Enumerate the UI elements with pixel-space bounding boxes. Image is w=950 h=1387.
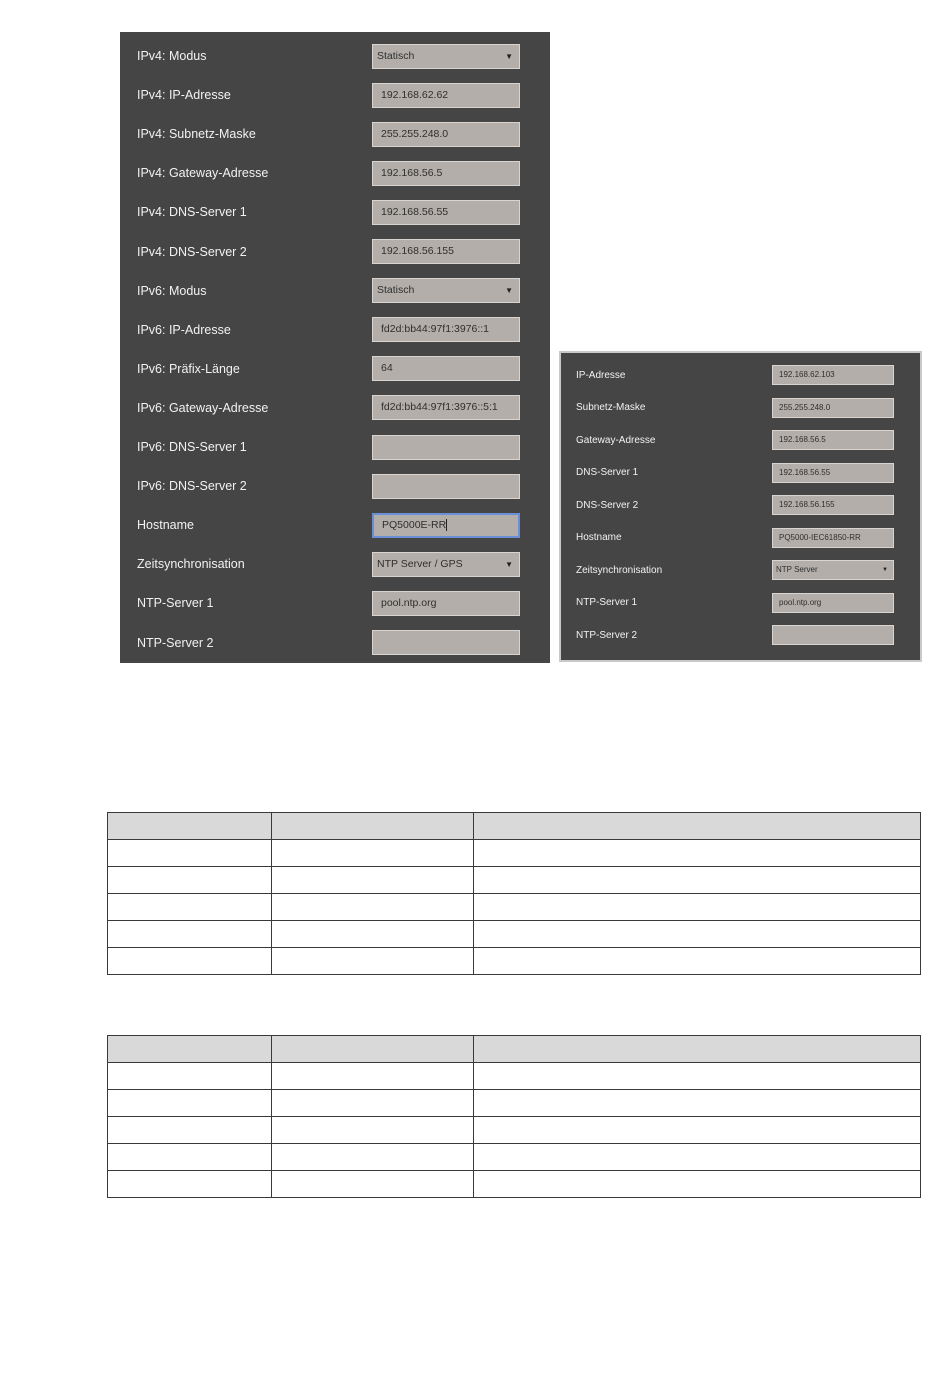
- table-row: [108, 1063, 921, 1090]
- ipv4-modus-select[interactable]: [372, 44, 520, 69]
- table-row: [108, 1144, 921, 1171]
- dns-server-1-input[interactable]: [772, 463, 894, 483]
- table-cell: [474, 921, 921, 948]
- ipv6-ip-adresse-value: fd2d:bb44:97f1:3976::1: [381, 323, 490, 336]
- zeitsynchronisation-select[interactable]: [772, 560, 894, 580]
- ipv6-dns-server-2-input[interactable]: [372, 474, 520, 499]
- ipv4-modus-label: IPv4: Modus: [137, 49, 207, 63]
- table-header-cell: [108, 1036, 272, 1063]
- ipv4-dns-server-1-value: 192.168.56.55: [381, 205, 449, 218]
- subnetz-maske-input[interactable]: [772, 398, 894, 418]
- ntp-server-1-label: NTP-Server 1: [576, 597, 638, 608]
- table-header-row: [108, 1036, 921, 1063]
- hostname-label: Hostname: [576, 532, 622, 543]
- ip-adresse-input[interactable]: [772, 365, 894, 385]
- ntp-server-1-value: pool.ntp.org: [779, 597, 822, 607]
- ntp-server-1-input[interactable]: [772, 593, 894, 613]
- table-header-cell: [474, 813, 921, 840]
- text-cursor: [446, 519, 447, 531]
- ipv4-ip-adresse-label: IPv4: IP-Adresse: [137, 88, 231, 103]
- table-cell: [108, 894, 272, 921]
- table-cell: [474, 840, 921, 867]
- chevron-down-icon[interactable]: ▼: [505, 559, 513, 569]
- ipv6-modus-select[interactable]: [372, 278, 520, 303]
- table-cell: [108, 1063, 272, 1090]
- table-cell: [108, 948, 272, 975]
- ip-adresse-value: 192.168.62.103: [779, 370, 835, 379]
- table-cell: [272, 921, 474, 948]
- table-row: [108, 894, 921, 921]
- table-cell: [272, 867, 474, 894]
- hostname-input[interactable]: [772, 528, 894, 548]
- table-cell: [108, 1144, 272, 1171]
- table-cell: [474, 867, 921, 894]
- ipv4-dns-server-1-label: IPv4: DNS-Server 1: [137, 205, 247, 220]
- ipv4-dns-server-1-input[interactable]: [372, 200, 520, 225]
- hostname-input[interactable]: [372, 513, 520, 538]
- table-cell: [108, 1171, 272, 1198]
- table-row: [108, 1117, 921, 1144]
- table-row: [108, 1171, 921, 1198]
- table-cell: [474, 948, 921, 975]
- table-cell: [108, 867, 272, 894]
- ipv6-gateway-adresse-label: IPv6: Gateway-Adresse: [137, 400, 269, 415]
- dns-server-1-value: 192.168.56.55: [779, 467, 831, 477]
- subnetz-maske-label: Subnetz-Maske: [576, 402, 646, 413]
- ip-adresse-label: IP-Adresse: [576, 369, 626, 381]
- ipv4-gateway-adresse-input[interactable]: [372, 161, 520, 186]
- dns-server-2-input[interactable]: [772, 495, 894, 515]
- ipv4-gateway-adresse-value: 192.168.56.5: [381, 166, 443, 179]
- table-cell: [474, 1171, 921, 1198]
- ipv4-subnetz-maske-input[interactable]: [372, 122, 520, 147]
- table-cell: [474, 1117, 921, 1144]
- zeitsynchronisation-value: NTP Server: [776, 565, 818, 574]
- chevron-down-icon[interactable]: ▼: [505, 51, 513, 61]
- ntp-server-1-input[interactable]: [372, 591, 520, 616]
- dns-server-1-label: DNS-Server 1: [576, 467, 639, 478]
- hostname-value: PQ5000E-RR: [382, 518, 447, 531]
- empty-table-2: [107, 1035, 921, 1198]
- table-row: [108, 867, 921, 894]
- zeitsynchronisation-label: Zeitsynchronisation: [576, 564, 663, 576]
- ipv4-subnetz-maske-value: 255.255.248.0: [381, 127, 449, 140]
- ipv4-subnetz-maske-label: IPv4: Subnetz-Maske: [137, 127, 256, 142]
- table-cell: [474, 1063, 921, 1090]
- subnetz-maske-value: 255.255.248.0: [779, 402, 831, 412]
- table-cell: [108, 1117, 272, 1144]
- ipv4-ip-adresse-input[interactable]: [372, 83, 520, 108]
- ipv6-praefix-laenge-input[interactable]: [372, 356, 520, 381]
- hostname-value: PQ5000-IEC61850-RR: [779, 532, 861, 542]
- ipv4-gateway-adresse-label: IPv4: Gateway-Adresse: [137, 166, 269, 181]
- table-header-cell: [272, 1036, 474, 1063]
- table-cell: [474, 1090, 921, 1117]
- zeitsynchronisation-value: NTP Server / GPS: [377, 557, 463, 570]
- table-cell: [272, 1171, 474, 1198]
- table-cell: [272, 1090, 474, 1117]
- chevron-down-icon[interactable]: ▼: [505, 286, 513, 296]
- ipv4-dns-server-2-value: 192.168.56.155: [381, 245, 454, 257]
- table-cell: [272, 1144, 474, 1171]
- table-header-row: [108, 813, 921, 840]
- table-cell: [474, 1144, 921, 1171]
- table-cell: [108, 1090, 272, 1117]
- table-cell: [108, 921, 272, 948]
- table-row: [108, 1090, 921, 1117]
- network-settings-panel-iec61850: [559, 351, 922, 662]
- ipv6-modus-value: Statisch: [377, 284, 415, 297]
- table-row: [108, 840, 921, 867]
- chevron-down-icon[interactable]: ▼: [882, 567, 888, 573]
- ipv6-praefix-laenge-label: IPv6: Präfix-Länge: [137, 361, 240, 376]
- ipv6-dns-server-2-label: IPv6: DNS-Server 2: [137, 479, 247, 494]
- ntp-server-1-value: pool.ntp.org: [381, 596, 437, 609]
- table-row: [108, 948, 921, 975]
- table-row: [108, 921, 921, 948]
- gateway-adresse-input[interactable]: [772, 430, 894, 450]
- empty-table-1: [107, 812, 921, 975]
- ipv4-dns-server-2-label: IPv4: DNS-Server 2: [137, 244, 247, 259]
- ipv6-ip-adresse-input[interactable]: [372, 317, 520, 342]
- table-header-cell: [272, 813, 474, 840]
- table-cell: [272, 894, 474, 921]
- gateway-adresse-label: Gateway-Adresse: [576, 434, 656, 446]
- dns-server-2-label: DNS-Server 2: [576, 499, 639, 511]
- ntp-server-1-label: NTP-Server 1: [137, 596, 214, 611]
- ipv4-dns-server-2-input[interactable]: [372, 239, 520, 264]
- zeitsynchronisation-label: Zeitsynchronisation: [137, 557, 245, 572]
- table-cell: [272, 1117, 474, 1144]
- table-header-cell: [108, 813, 272, 840]
- ipv6-gateway-adresse-value: fd2d:bb44:97f1:3976::5:1: [381, 401, 498, 414]
- ntp-server-2-label: NTP-Server 2: [576, 629, 638, 641]
- ntp-server-2-label: NTP-Server 2: [137, 635, 214, 650]
- table-header-cell: [474, 1036, 921, 1063]
- ipv6-praefix-laenge-value: 64: [381, 362, 393, 375]
- ntp-server-2-input[interactable]: [772, 625, 894, 645]
- table-cell: [108, 840, 272, 867]
- table-cell: [272, 840, 474, 867]
- ntp-server-2-input[interactable]: [372, 630, 520, 655]
- ipv6-gateway-adresse-input[interactable]: [372, 395, 520, 420]
- table-cell: [272, 1063, 474, 1090]
- ipv6-dns-server-1-label: IPv6: DNS-Server 1: [137, 440, 247, 454]
- table-cell: [272, 948, 474, 975]
- ipv6-ip-adresse-label: IPv6: IP-Adresse: [137, 322, 231, 337]
- network-settings-panel-ipv4-ipv6: [120, 32, 550, 663]
- ipv4-modus-value: Statisch: [377, 49, 415, 62]
- ipv4-ip-adresse-value: 192.168.62.62: [381, 88, 449, 101]
- dns-server-2-value: 192.168.56.155: [779, 500, 835, 509]
- table-cell: [474, 894, 921, 921]
- gateway-adresse-value: 192.168.56.5: [779, 435, 826, 444]
- zeitsynchronisation-select[interactable]: [372, 552, 520, 577]
- ipv6-dns-server-1-input[interactable]: [372, 435, 520, 460]
- hostname-label: Hostname: [137, 518, 194, 533]
- ipv6-modus-label: IPv6: Modus: [137, 283, 207, 298]
